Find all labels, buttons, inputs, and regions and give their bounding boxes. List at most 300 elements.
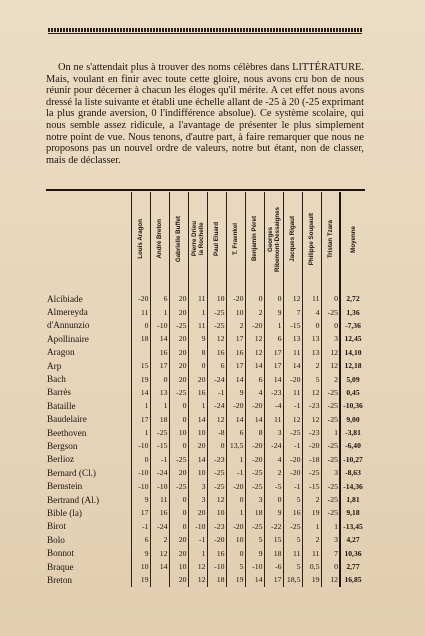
score-cell: 12 — [321, 573, 340, 586]
score-cell: 7 — [283, 305, 302, 318]
score-cell: 10 — [188, 466, 207, 479]
score-cell: 18 — [264, 546, 283, 559]
score-cell: 0 — [169, 520, 188, 533]
judge-header: Gabrielle Buffet — [169, 192, 188, 286]
row-name: Bonnot — [47, 548, 75, 559]
score-cell: 2 — [302, 533, 321, 546]
judge-header: Jacques Rigaut — [283, 192, 302, 286]
score-cell: 3 — [321, 332, 340, 345]
score-cell: 17 — [264, 359, 283, 372]
score-cell: 4 — [264, 453, 283, 466]
score-cell: 5 — [302, 372, 321, 385]
judge-header: Georges Ribemont-Dessaignes — [264, 192, 283, 286]
score-cell: 17 — [150, 359, 169, 372]
score-cell: 11 — [131, 305, 150, 318]
score-cell: 8 — [245, 426, 264, 439]
score-cell: 10 — [226, 533, 245, 546]
score-cell: 1 — [131, 426, 150, 439]
score-cell: 3 — [188, 493, 207, 506]
score-cell: 11 — [283, 386, 302, 399]
score-cell: 14 — [226, 372, 245, 385]
score-cell: 2 — [245, 305, 264, 318]
score-cell: 17 — [226, 332, 245, 345]
table-row — [46, 305, 365, 318]
score-cell: -20 — [226, 479, 245, 492]
score-cell: 10 — [131, 560, 150, 573]
score-cell: 20 — [169, 346, 188, 359]
score-cell: -20 — [245, 439, 264, 452]
score-cell: 11 — [283, 346, 302, 359]
score-cell: 9 — [226, 386, 245, 399]
table-row — [46, 573, 365, 586]
score-cell: 20 — [169, 573, 188, 586]
row-name: Braque — [47, 561, 74, 572]
score-cell: -4 — [264, 399, 283, 412]
score-cell: 0 — [169, 399, 188, 412]
score-cell: 0 — [150, 372, 169, 385]
score-cell: 1 — [321, 426, 340, 439]
score-cell: 3 — [321, 466, 340, 479]
score-cell: 20 — [169, 305, 188, 318]
score-cell: 1 — [150, 399, 169, 412]
score-cell: 16 — [283, 506, 302, 519]
row-name: Bolo — [47, 534, 65, 545]
score-cell: -25 — [207, 319, 226, 332]
table-row — [46, 533, 365, 546]
score-cell: 6 — [245, 372, 264, 385]
score-cell: 18 — [207, 573, 226, 586]
score-cell: 11 — [188, 319, 207, 332]
score-cell: -25 — [283, 426, 302, 439]
score-cell: 14 — [226, 413, 245, 426]
score-cell: 0 — [169, 493, 188, 506]
score-cell: 15 — [264, 533, 283, 546]
score-cell: 0 — [321, 292, 340, 305]
score-cell: 17 — [131, 413, 150, 426]
score-cell: 13,5 — [226, 439, 245, 452]
score-cell: -1 — [188, 533, 207, 546]
table-row — [46, 560, 365, 573]
score-cell: 2 — [321, 372, 340, 385]
score-cell: 1 — [321, 520, 340, 533]
score-cell: -20 — [283, 372, 302, 385]
intro-paragraph: On ne s'attendait plus à trouver des noms célèbres dans LITTÉRATURE. Mais, voulant en finir avec toute cette gloire, nous avons cru bon de nous réunir pour décerner à chacun les éloges qu'il mérite. A cet effet nous avons dressé la liste suivante et établi une échelle allant de -25 à 20 (-25 exprimant la plus grande aversion, 0 l'indifférence absolue). Ce système scolaire, qui nous semble assez ridicule, a l'avantage de présenter le plus simplement notre point de vue. Nous tenons, d'autre part, à faire remarquer que nous ne proposons pas un nouvel ordre de valeurs, notre but étant, non de classer, mais de déclasser. — [46, 62, 364, 166]
table-row — [46, 413, 365, 426]
score-cell: -10 — [150, 319, 169, 332]
average-header: Moyenne — [340, 192, 365, 286]
average-cell: 16,85 — [340, 573, 365, 586]
score-cell: -25 — [207, 305, 226, 318]
table-row — [46, 546, 365, 559]
ratings-table — [46, 192, 365, 587]
score-cell: 11 — [302, 292, 321, 305]
row-name: Aragon — [47, 347, 75, 358]
score-cell: 10 — [169, 560, 188, 573]
score-cell: 17 — [264, 573, 283, 586]
score-cell: 20 — [169, 359, 188, 372]
score-cell: 17 — [226, 359, 245, 372]
score-cell: -23 — [207, 453, 226, 466]
row-name: Breton — [47, 574, 73, 585]
judge-header: Tristan Tzara — [321, 192, 340, 286]
score-cell — [131, 346, 150, 359]
score-cell: -10 — [131, 479, 150, 492]
score-cell: 9 — [264, 305, 283, 318]
score-cell: -25 — [169, 453, 188, 466]
score-cell: -10 — [131, 466, 150, 479]
score-cell: -8 — [207, 426, 226, 439]
score-cell: 10 — [188, 426, 207, 439]
score-cell: -25 — [321, 305, 340, 318]
top-ornament-rule — [48, 28, 362, 32]
score-cell: -24 — [207, 399, 226, 412]
table-row — [46, 479, 365, 492]
judge-header: Pierre Drieu la Rochelle — [188, 192, 207, 286]
score-cell: 0 — [188, 359, 207, 372]
judge-header: Louis Aragon — [131, 192, 150, 286]
score-cell: 2 — [302, 493, 321, 506]
table-row — [46, 332, 365, 345]
score-cell: -24 — [150, 520, 169, 533]
score-cell: -24 — [207, 372, 226, 385]
average-cell: 9,00 — [340, 413, 365, 426]
score-cell: 20 — [188, 506, 207, 519]
score-cell: 12 — [150, 546, 169, 559]
score-cell: 6 — [150, 292, 169, 305]
average-cell: -6,40 — [340, 439, 365, 452]
score-cell: 0 — [131, 453, 150, 466]
score-cell: -24 — [264, 439, 283, 452]
score-cell: 3 — [321, 533, 340, 546]
table-row — [46, 453, 365, 466]
score-cell: 12 — [321, 359, 340, 372]
table-row — [46, 372, 365, 385]
score-cell: 2 — [226, 319, 245, 332]
score-cell: 14 — [188, 413, 207, 426]
score-cell: 0 — [264, 493, 283, 506]
top-thin-rule — [48, 33, 362, 34]
row-name: Berlioz — [47, 454, 75, 465]
row-name: Bible (la) — [47, 507, 82, 518]
table-row — [46, 466, 365, 479]
row-name: d'Annunzio — [47, 320, 90, 331]
score-cell: 13 — [302, 332, 321, 345]
score-cell: 1 — [302, 520, 321, 533]
average-cell: 14,10 — [340, 346, 365, 359]
score-cell: 20 — [169, 292, 188, 305]
table-row — [46, 346, 365, 359]
average-cell: -10,27 — [340, 453, 365, 466]
score-cell: 0 — [302, 319, 321, 332]
score-cell: 12 — [207, 413, 226, 426]
score-cell: 12 — [207, 493, 226, 506]
score-cell: -23 — [302, 426, 321, 439]
score-cell: 14 — [131, 386, 150, 399]
score-cell: 11 — [188, 292, 207, 305]
average-cell: 1,81 — [340, 493, 365, 506]
row-name: Beethoven — [47, 427, 87, 438]
score-cell: 14 — [264, 372, 283, 385]
judge-header: André Breton — [150, 192, 169, 286]
score-cell: -1 — [283, 399, 302, 412]
score-cell: -20 — [226, 292, 245, 305]
score-cell: 16 — [150, 346, 169, 359]
score-cell: 9 — [131, 546, 150, 559]
score-cell: 10 — [169, 426, 188, 439]
row-name: Baudelaire — [47, 414, 87, 425]
score-cell: 6 — [131, 533, 150, 546]
score-cell: 19 — [131, 573, 150, 586]
score-cell: 14 — [150, 560, 169, 573]
score-cell: 0 — [226, 493, 245, 506]
score-cell: 0 — [264, 292, 283, 305]
table-row — [46, 399, 365, 412]
score-cell: 0 — [207, 439, 226, 452]
score-cell: 10 — [207, 506, 226, 519]
score-cell: 9 — [188, 332, 207, 345]
score-cell: 20 — [169, 466, 188, 479]
score-cell: 14 — [245, 359, 264, 372]
score-cell: -10 — [207, 560, 226, 573]
score-cell: 12 — [302, 386, 321, 399]
score-cell: -1 — [283, 479, 302, 492]
score-cell: 4 — [302, 305, 321, 318]
score-cell: 20 — [169, 332, 188, 345]
score-cell — [150, 573, 169, 586]
score-cell: 12 — [302, 413, 321, 426]
score-cell: 20 — [169, 533, 188, 546]
score-cell: 4 — [245, 386, 264, 399]
score-cell: -1 — [207, 386, 226, 399]
score-cell: 9 — [245, 546, 264, 559]
score-cell: 1 — [188, 305, 207, 318]
score-cell: 1 — [188, 399, 207, 412]
score-cell: -25 — [207, 479, 226, 492]
table-row — [46, 520, 365, 533]
score-cell: -23 — [302, 399, 321, 412]
average-cell: -14,36 — [340, 479, 365, 492]
average-cell: -3,81 — [340, 426, 365, 439]
judge-header: Benjamin Péret — [245, 192, 264, 286]
score-cell: 14 — [188, 453, 207, 466]
average-cell: -10,36 — [340, 399, 365, 412]
score-cell: -20 — [245, 319, 264, 332]
score-cell: 18 — [150, 413, 169, 426]
score-cell: 11 — [264, 413, 283, 426]
score-cell: -23 — [264, 386, 283, 399]
average-cell: 12,45 — [340, 332, 365, 345]
header-row — [46, 192, 365, 286]
table-row — [46, 359, 365, 372]
score-cell: 0 — [169, 413, 188, 426]
score-cell: 11 — [283, 546, 302, 559]
row-name: Bach — [47, 374, 66, 385]
table-row — [46, 319, 365, 332]
row-name: Apollinaire — [47, 333, 89, 344]
score-cell: 1 — [264, 319, 283, 332]
score-cell: -10 — [150, 479, 169, 492]
score-cell: -1 — [150, 453, 169, 466]
average-cell: 5,09 — [340, 372, 365, 385]
score-cell: -10 — [131, 439, 150, 452]
score-cell: 11 — [150, 493, 169, 506]
score-cell: -15 — [150, 439, 169, 452]
score-cell: 14 — [245, 413, 264, 426]
score-cell: -25 — [321, 386, 340, 399]
score-cell: 12 — [188, 560, 207, 573]
score-cell: -23 — [207, 520, 226, 533]
score-cell: 12 — [207, 332, 226, 345]
row-name: Bertrand (Al.) — [47, 494, 100, 505]
average-cell: 1,36 — [340, 305, 365, 318]
score-cell: 10 — [207, 292, 226, 305]
score-cell: -25 — [321, 413, 340, 426]
average-cell: 9,18 — [340, 506, 365, 519]
score-cell: -25 — [321, 399, 340, 412]
score-cell: -10 — [188, 520, 207, 533]
score-cell: 5 — [283, 533, 302, 546]
score-cell: 19 — [226, 573, 245, 586]
score-cell: -20 — [131, 292, 150, 305]
score-cell: 16 — [150, 506, 169, 519]
score-cell: 0 — [321, 560, 340, 573]
score-cell: -25 — [169, 479, 188, 492]
row-name: Almereyda — [47, 307, 88, 318]
table-top-rule — [46, 189, 365, 191]
judge-header: Paul Eluard — [207, 192, 226, 286]
score-cell: -25 — [245, 479, 264, 492]
score-cell: -20 — [207, 533, 226, 546]
score-cell: 16 — [207, 346, 226, 359]
score-cell: 7 — [321, 546, 340, 559]
table-row — [46, 493, 365, 506]
score-cell: 9 — [131, 493, 150, 506]
score-cell: -22 — [264, 520, 283, 533]
score-cell: 5 — [283, 560, 302, 573]
score-cell: 1 — [226, 453, 245, 466]
score-cell: 20 — [169, 372, 188, 385]
score-cell: 12 — [188, 573, 207, 586]
score-cell: 14 — [150, 332, 169, 345]
score-cell: 3 — [264, 426, 283, 439]
score-cell: 20 — [169, 546, 188, 559]
score-cell: 19 — [131, 372, 150, 385]
score-cell: 0 — [226, 546, 245, 559]
score-cell: 17 — [131, 506, 150, 519]
score-cell: 18 — [245, 506, 264, 519]
score-cell: 0 — [169, 506, 188, 519]
score-cell: -20 — [245, 399, 264, 412]
score-cell: -25 — [321, 439, 340, 452]
average-cell: 0,45 — [340, 386, 365, 399]
score-cell: 10 — [226, 305, 245, 318]
row-name: Birot — [47, 521, 66, 532]
table-row — [46, 439, 365, 452]
score-cell: -20 — [283, 466, 302, 479]
score-cell: -15 — [302, 479, 321, 492]
row-name: Arp — [47, 360, 62, 371]
table-row — [46, 506, 365, 519]
score-cell: -25 — [321, 453, 340, 466]
score-cell: 0,5 — [302, 560, 321, 573]
score-cell: -25 — [169, 319, 188, 332]
row-name: Bergson — [47, 440, 78, 451]
score-cell: 1 — [188, 546, 207, 559]
score-cell: -25 — [302, 466, 321, 479]
average-cell: 2,77 — [340, 560, 365, 573]
score-cell: 19 — [302, 506, 321, 519]
average-cell: 12,18 — [340, 359, 365, 372]
score-cell: -25 — [321, 493, 340, 506]
score-cell: 3 — [188, 479, 207, 492]
score-cell: 15 — [131, 359, 150, 372]
score-cell: 0 — [169, 439, 188, 452]
score-cell: 6 — [207, 359, 226, 372]
score-cell: -1 — [283, 439, 302, 452]
score-cell: -25 — [321, 479, 340, 492]
judge-header: Philippe Soupault — [302, 192, 321, 286]
average-cell: 4,27 — [340, 533, 365, 546]
row-name: Bernstein — [47, 481, 83, 492]
name-column-header — [46, 192, 131, 286]
table-body — [46, 292, 365, 587]
score-cell: -25 — [283, 520, 302, 533]
score-cell: -20 — [245, 453, 264, 466]
average-cell: -13,45 — [340, 520, 365, 533]
score-cell: 8 — [188, 346, 207, 359]
score-cell: 0 — [131, 319, 150, 332]
score-cell: 1 — [150, 305, 169, 318]
score-cell: 20 — [188, 439, 207, 452]
score-cell: -1 — [131, 520, 150, 533]
score-cell: 1 — [131, 399, 150, 412]
score-cell: 13 — [302, 346, 321, 359]
score-cell: -5 — [264, 479, 283, 492]
score-cell: 20 — [188, 372, 207, 385]
score-cell: 16 — [207, 546, 226, 559]
score-cell: -25 — [245, 520, 264, 533]
table-row — [46, 426, 365, 439]
score-cell: 2 — [150, 533, 169, 546]
score-cell: -1 — [226, 466, 245, 479]
score-cell: -15 — [283, 319, 302, 332]
score-cell: 17 — [264, 346, 283, 359]
score-cell: 5 — [283, 493, 302, 506]
average-cell: -8,63 — [340, 466, 365, 479]
score-cell: 5 — [245, 533, 264, 546]
score-cell: 14 — [283, 359, 302, 372]
score-cell: -25 — [321, 506, 340, 519]
score-cell: 6 — [264, 332, 283, 345]
score-cell: -25 — [150, 426, 169, 439]
score-cell: 14 — [245, 573, 264, 586]
score-cell: -20 — [226, 399, 245, 412]
score-cell: 0 — [245, 292, 264, 305]
score-cell: 12 — [321, 346, 340, 359]
score-cell: -20 — [302, 439, 321, 452]
row-name: Alcibiade — [47, 293, 83, 304]
score-cell: -20 — [283, 453, 302, 466]
score-cell: -6 — [264, 560, 283, 573]
row-name: Barrès — [47, 387, 71, 398]
score-cell: 0 — [321, 319, 340, 332]
score-cell: 18 — [131, 332, 150, 345]
score-cell: -25 — [207, 466, 226, 479]
score-cell: 13 — [150, 386, 169, 399]
score-cell: 1 — [226, 506, 245, 519]
score-cell: -25 — [245, 466, 264, 479]
score-cell: 16 — [188, 386, 207, 399]
